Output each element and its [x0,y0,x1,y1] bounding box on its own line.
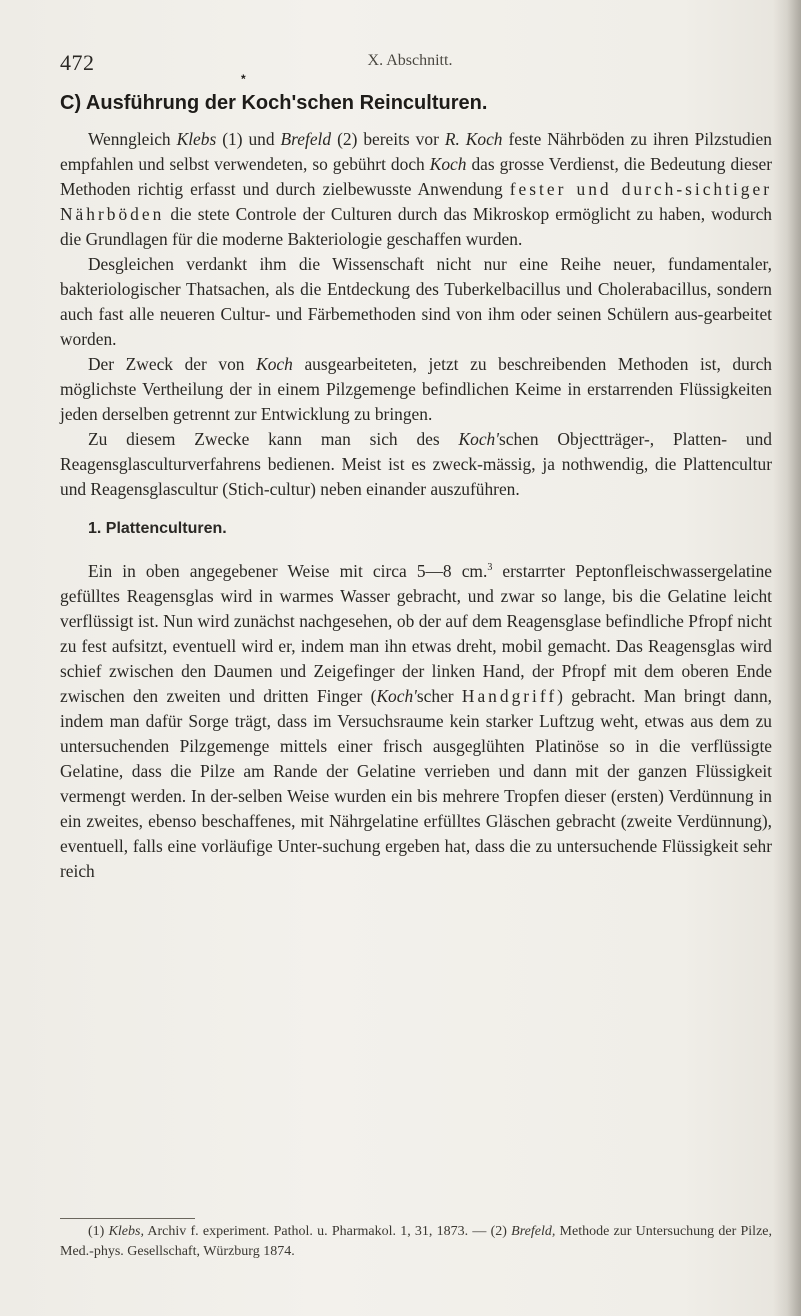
page-spine-shadow [773,0,801,1316]
text-run: erstarrter Peptonfleischwassergelatine gefülltes Reagensglas wird in warmes Wasser gebracht, und zwar so lange, bis die Gelatine leicht verflüssigt ist. Nun wird zunächst nachgesehen, ob der auf dem Reagensglase befindliche Pfropf nicht zu fest aufsitzt, eventuell wird er, indem man ihn etwas dreht, mobil gemacht. Das Reagensglas wird schief zwischen den Daumen und Zeigefinger der linken Hand, der Pfropf mit dem oberen Ende zwischen den zweiten und dritten Finger ( [60,560,772,706]
page-number: 472 [60,50,95,75]
text-run: schen Objectträger-, Platten- und Reagensglasculturverfahrens bedienen. Meist ist es zweck-mässig, ja nothwendig, die Plattencultur und Reagensglascultur (Stich-cultur) neben einander auszuführen. [60,429,772,499]
paragraph-4 [60,427,772,502]
body-text [60,127,772,884]
text-run: Zu diesem Zwecke kann man sich des [88,429,459,449]
author-name: Brefeld [280,129,332,149]
author-name: Koch [429,154,467,174]
text-run: ausgearbeiteten, jetzt zu beschreibenden Methoden ist, durch möglichste Vertheilung der in einem Pilzgemenge befindlichen Keime in erstarrenden Flüssigkeiten jeden derselben getrennt zur Entwicklung zu bringen. [60,354,772,424]
paragraph-1 [60,127,772,252]
author-name: Klebs [176,129,217,149]
author-name: Koch [256,354,293,374]
spaced-emphasis: fester und durch-sichtiger Nährböden [60,179,772,224]
text-run: ) gebracht. Man bringt dann, indem man dafür Sorge trägt, dass im Versuchsraume kein starker Luftzug weht, etwas aus dem zu untersuchenden Pilzgemenge mittels einer frisch ausgeglühten Platinöse so in die verflüssigte Gelatine, dass die Pilze am Rande der Gelatine verrieben und dann mit der ganzen Flüssigkeit vermengt werden. In der-selben Weise wurden ein bis mehrere Tropfen dieser (ersten) Verdünnung in ein zweites, ebenso beschaffenes, mit Nährgelatine erfülltes Gläschen gebracht (zweite Verdünnung), eventuell, falls eine vorläufige Unter-suchung ergeben hat, dass die zu untersuchende Flüssigkeit sehr reich [60,685,773,881]
footnotes [60,1222,772,1262]
paragraph-5 [60,555,772,884]
running-head [60,50,760,80]
author-name: Klebs, [108,1224,144,1239]
text-run: das grosse Verdienst, die Bedeutung dieser Methoden richtig erfasst und durch zielbewusste Anwendung [60,154,772,199]
text-run: Der Zweck der von [88,354,257,374]
author-name: Koch' [376,685,417,706]
author-name: Brefeld, [511,1224,556,1239]
heading-text: C) Ausführung der Koch'schen Reinculturen. [60,92,488,114]
author-name: R. Koch [444,129,503,149]
text-run: (2) bereits vor [331,129,445,149]
section-heading [60,72,770,115]
text-run: feste Nährböden zu ihren Pilzstudien empfahlen und selbst verwendeten, so gebührt doch [60,129,772,174]
paragraph-3 [60,352,772,427]
author-name: Koch' [458,429,499,449]
footnote-rule [60,1218,195,1219]
section-label: X. Abschnitt. [367,52,453,69]
paragraph-2: Desgleichen verdankt ihm die Wissenschaft nicht nur eine Reihe neuer, fundamentaler, bakteriologischer Thatsachen, als die Entdeckung des Tuberkelbacillus und Cholerabacillus, sondern auch fast alle neueren Cultur- und Färbemethoden sind von ihm oder seinen Schülern aus-gearbeitet worden. [60,254,772,349]
superscript: 3 [487,562,493,573]
heading-symbol: * [241,72,246,86]
text-run: Wenngleich [88,129,177,149]
text-run: scher [416,685,462,706]
spaced-emphasis: Handgriff [461,685,558,706]
text-run: (1) [88,1224,109,1239]
footnote [60,1222,772,1262]
text-run: (1) und [216,129,281,149]
text-run: die stete Controle der Culturen durch das Mikroskop ermöglicht zu haben, wodurch die Grundlagen für die moderne Bakteriologie geschaffen wurden. [60,204,772,249]
subheading: 1. Plattenculturen. [88,520,227,537]
text-run: Archiv f. experiment. Pathol. u. Pharmakol. 1, 31, 1873. — (2) [143,1224,512,1239]
text-run: Ein in oben angegebener Weise mit circa 5—8 cm. [88,560,488,581]
text-run: Methode zur Untersuchung der Pilze, Med.-phys. Gesellschaft, Würzburg 1874. [60,1224,772,1259]
